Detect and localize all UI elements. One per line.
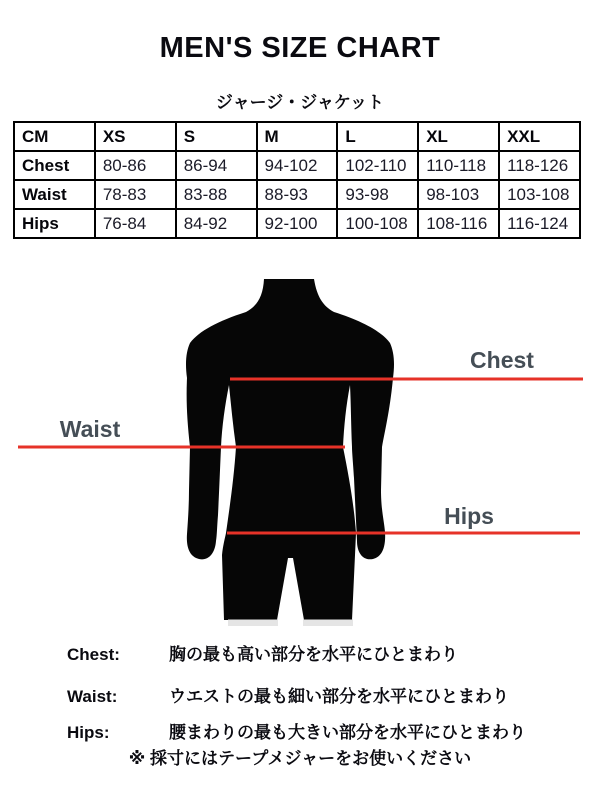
size-cell: 100-108: [337, 209, 418, 238]
size-cell: 118-126: [499, 151, 580, 180]
guide-row-waist: [67, 682, 592, 707]
guide-description-chest: 胸の最も高い部分を水平にひとまわり: [169, 645, 458, 664]
size-cell: 110-118: [418, 151, 499, 180]
guide-description-hips: 腰まわりの最も大きい部分を水平にひとまわり: [169, 723, 526, 742]
column-header-cm: CM: [14, 122, 95, 151]
size-cell: 98-103: [418, 180, 499, 209]
guide-description-waist: ウエストの最も細い部分を水平にひとまわり: [169, 687, 509, 706]
size-cell: 84-92: [176, 209, 257, 238]
size-cell: 78-83: [95, 180, 176, 209]
leg-cut-fade-right: [303, 619, 353, 626]
guide-label-hips: Hips:: [67, 723, 110, 742]
guide-label-waist: Waist:: [67, 687, 118, 706]
guide-row-chest: [67, 640, 592, 665]
column-header-s: S: [176, 122, 257, 151]
chest-line-label: Chest: [470, 347, 534, 373]
guide-row-hips: [67, 718, 592, 743]
size-cell: 108-116: [418, 209, 499, 238]
size-cell: 86-94: [176, 151, 257, 180]
table-header-row: [14, 122, 580, 151]
column-header-xs: XS: [95, 122, 176, 151]
size-cell: 88-93: [257, 180, 338, 209]
hips-line-label: Hips: [444, 503, 494, 529]
size-cell: 93-98: [337, 180, 418, 209]
size-cell: 94-102: [257, 151, 338, 180]
row-label-chest: Chest: [14, 151, 95, 180]
size-cell: 102-110: [337, 151, 418, 180]
size-cell: 116-124: [499, 209, 580, 238]
page-title: MEN'S SIZE CHART: [159, 32, 441, 64]
measuring-tape-note: ※ 採寸にはテープメジャーをお使いください: [128, 749, 472, 768]
column-header-l: L: [337, 122, 418, 151]
size-cell: 83-88: [176, 180, 257, 209]
column-header-m: M: [257, 122, 338, 151]
size-cell: 76-84: [95, 209, 176, 238]
row-label-waist: Waist: [14, 180, 95, 209]
page-subtitle: ジャージ・ジャケット: [215, 93, 385, 112]
waist-line-label: Waist: [59, 416, 121, 442]
size-table: [13, 121, 581, 239]
column-header-xxl: XXL: [499, 122, 580, 151]
row-label-hips: Hips: [14, 209, 95, 238]
guide-label-chest: Chest:: [67, 645, 120, 664]
table-row-waist: [14, 180, 580, 209]
column-header-xl: XL: [418, 122, 499, 151]
table-row-hips: [14, 209, 580, 238]
size-cell: 92-100: [257, 209, 338, 238]
size-cell: 103-108: [499, 180, 580, 209]
body-silhouette: [186, 279, 394, 620]
size-cell: 80-86: [95, 151, 176, 180]
leg-cut-fade-left: [228, 619, 278, 626]
table-row-chest: [14, 151, 580, 180]
